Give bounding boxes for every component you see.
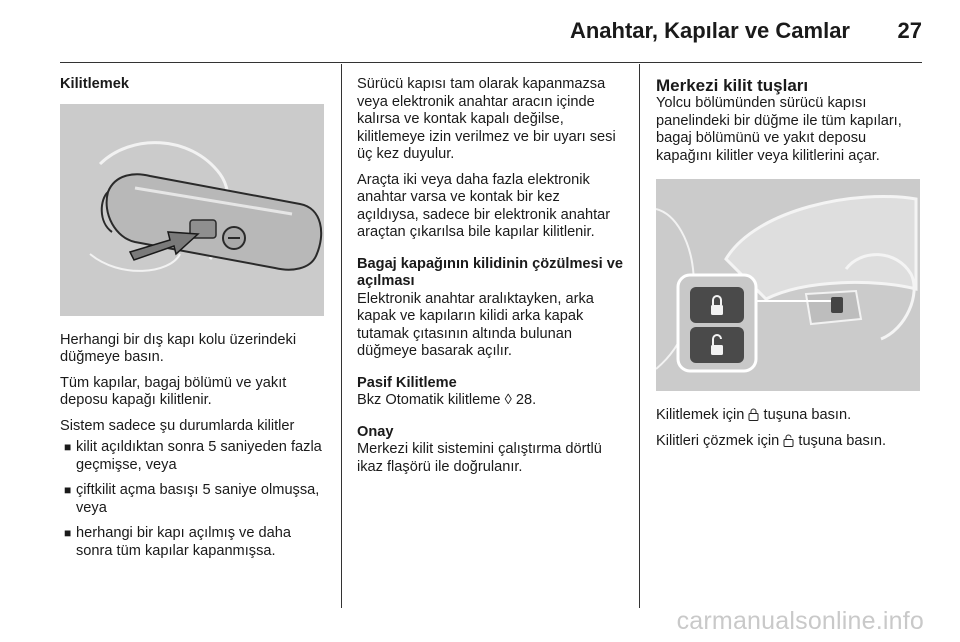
passive-lock-section	[357, 375, 623, 410]
section-heading: Merkezi kilit tuşları	[656, 76, 809, 95]
header-rule	[60, 62, 922, 63]
bullet-icon: ■	[64, 483, 72, 497]
paragraph	[656, 407, 926, 425]
instruction-text: tuşuna basın.	[798, 432, 887, 449]
column-divider	[341, 64, 342, 608]
paragraph: Tüm kapılar, bagaj bölümü ve yakıt deposu kapağı kilitlenir.	[60, 374, 287, 408]
section-heading: Kilitlemek	[60, 76, 129, 92]
list-item-text: kilit açıldıktan sonra 5 saniyeden fazla geçmişse, veya	[76, 439, 322, 473]
list-item	[60, 525, 326, 560]
running-header: Anahtar, Kapılar ve Camlar	[569, 18, 850, 43]
section-heading: Bagaj kapağının kilidinin çözülmesi ve açılması	[357, 255, 624, 289]
lock-open-icon	[783, 434, 794, 447]
page-ref-number: 28.	[515, 392, 537, 408]
page-number: 27	[897, 18, 922, 43]
instruction-text: Kilitleri çözmek için	[656, 432, 780, 449]
lock-closed-icon	[748, 408, 759, 421]
paragraph: Herhangi bir dış kapı kolu üzerindeki düğmeye basın.	[60, 331, 297, 365]
paragraph: Elektronik anahtar aralıktayken, arka kapak ve kapıların kilidi arka kapak tutamak çıtasının altında bulunan düğmeye basarak açılır.	[357, 290, 594, 359]
page-ref-icon: ◊	[504, 392, 512, 408]
bullet-list	[60, 439, 326, 560]
lock-buttons-illustration	[656, 179, 920, 391]
paragraph: Merkezi kilit sistemini çalıştırma dörtlü ikaz flaşörü ile doğrulanır.	[357, 441, 602, 475]
section-heading: Onay	[357, 423, 394, 440]
paragraph	[357, 392, 623, 410]
list-item	[60, 439, 326, 474]
column-2	[357, 76, 623, 484]
cross-ref-text: Bkz Otomatik kilitleme	[357, 392, 501, 408]
instruction-text: Kilitlemek için	[656, 407, 745, 423]
door-handle-illustration	[60, 104, 324, 316]
paragraph	[656, 433, 926, 451]
list-item	[60, 482, 326, 517]
bullet-icon: ■	[64, 526, 72, 540]
list-item-text: çiftkilit açma basışı 5 saniye olmuşsa, veya	[76, 482, 320, 516]
confirm-section	[357, 424, 623, 477]
trunk-section	[357, 256, 623, 361]
paragraph: Sürücü kapısı tam olarak kapanmazsa veya elektronik anahtar aracın içinde kalırsa ve kontak kapalı değilse, kilitlemeye izin verilmez ve bir uyarı sesi üç kez duyulur.	[357, 76, 616, 162]
door-handle-drawing	[60, 104, 324, 316]
bullet-icon: ■	[64, 440, 72, 454]
paragraph: Yolcu bölümünden sürücü kapısı panelindeki bir düğme ile tüm kapıları, bagaj bölümünü ve yakıt deposu kapağını kilitler veya kilitlerini açar.	[656, 95, 902, 164]
paragraph: Sistem sadece şu durumlarda kilitler	[60, 417, 295, 434]
column-1	[60, 76, 326, 568]
paragraph: Araçta iki veya daha fazla elektronik anahtar varsa ve kontak bir kez açıldıysa, sadece bir elektronik anahtar araçtan çıkarılsa bile kapılar kilitlenir.	[357, 171, 611, 240]
column-3	[656, 76, 926, 458]
watermark: carmanualsonline.info	[676, 607, 924, 635]
section-heading: Pasif Kilitleme	[357, 374, 457, 391]
column-divider	[639, 64, 640, 608]
instruction-text: tuşuna basın.	[763, 407, 852, 423]
list-item-text: herhangi bir kapı açılmış ve daha sonra tüm kapılar kapanmışsa.	[76, 525, 291, 559]
lock-buttons-drawing	[656, 179, 920, 391]
